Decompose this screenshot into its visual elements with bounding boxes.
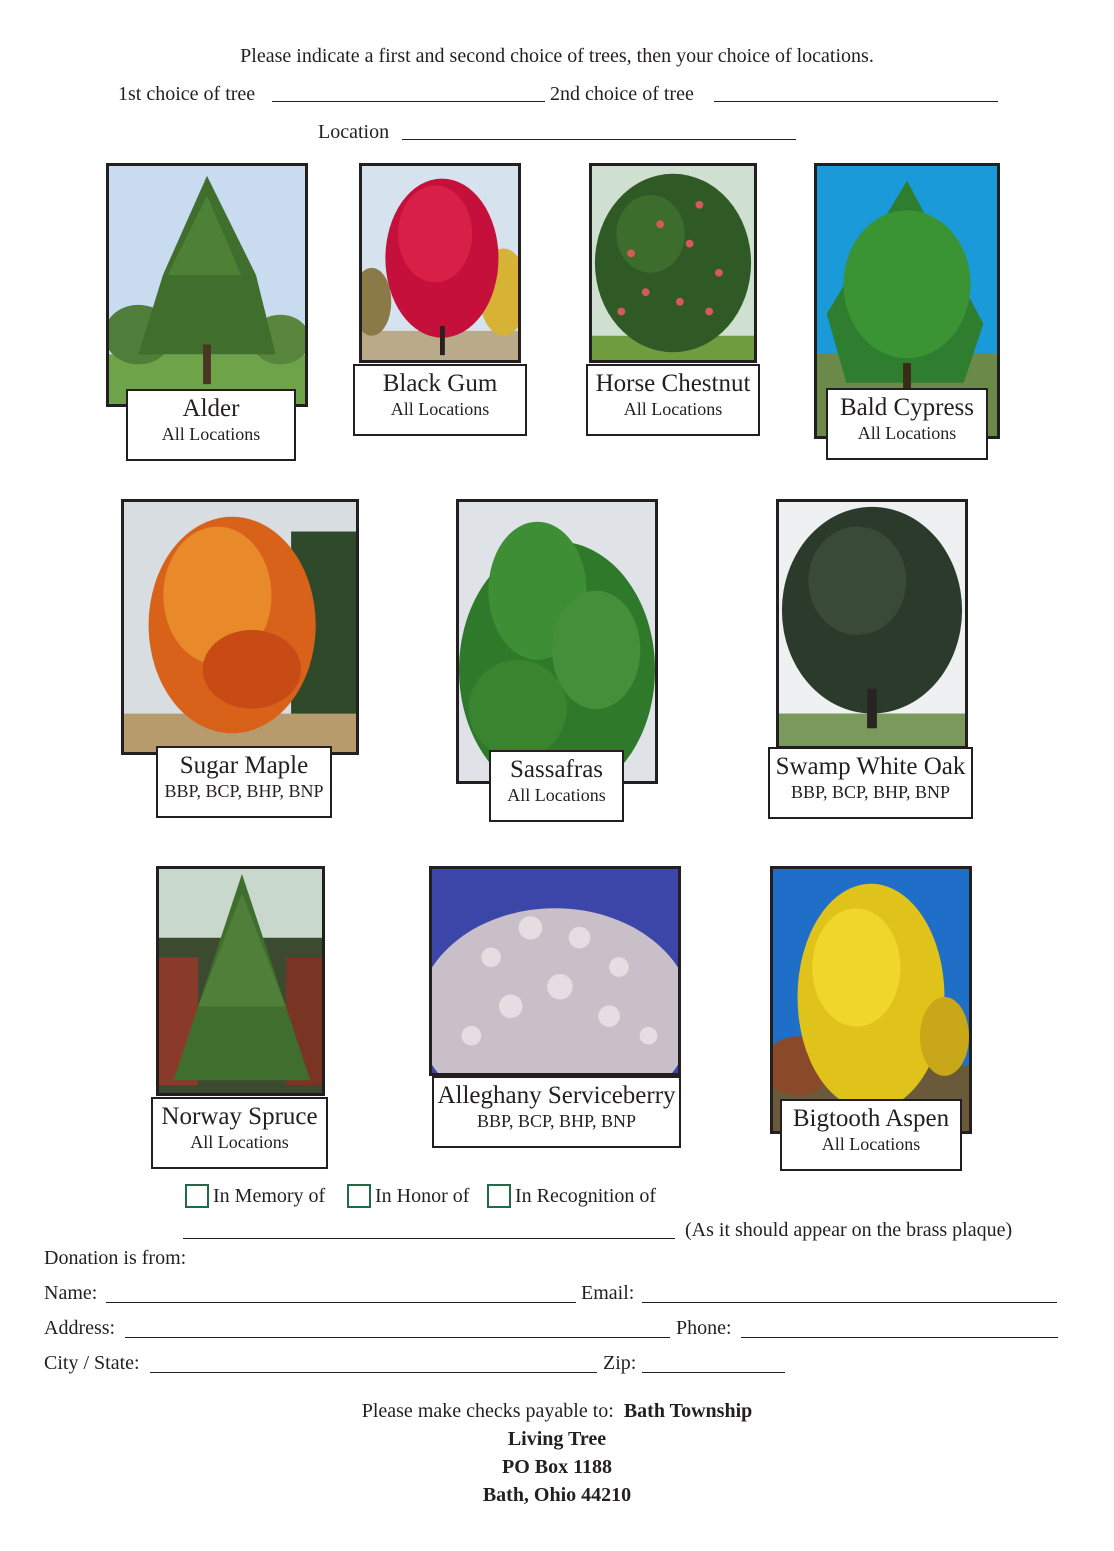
in-memory-checkbox[interactable] (185, 1184, 209, 1208)
tree-locations: All Locations (390, 399, 490, 419)
donation-from-heading: Donation is from: (44, 1247, 187, 1269)
in-recognition-label: In Recognition of (515, 1185, 657, 1207)
tree-name: Bald Cypress (839, 394, 975, 421)
tree-locations: All Locations (821, 1134, 921, 1154)
swamp-white-oak-photo (776, 499, 968, 749)
location-label: Location (318, 121, 390, 143)
payment-line-3: PO Box 1188 (501, 1456, 612, 1478)
second-choice-label: 2nd choice of tree (550, 83, 694, 105)
location-field[interactable] (402, 139, 796, 140)
tree-locations: All Locations (161, 424, 261, 444)
tree-card-norway-spruce (151, 1097, 328, 1169)
tree-name: Alleghany Serviceberry (437, 1082, 676, 1109)
name-label: Name: (44, 1282, 98, 1304)
first-choice-label: 1st choice of tree (118, 83, 256, 105)
tree-card-alleghany-serviceberry (432, 1076, 681, 1148)
tree-locations: All Locations (190, 1132, 289, 1152)
payment-block (0, 1397, 1114, 1509)
tree-locations: All Locations (507, 785, 606, 805)
phone-field[interactable] (741, 1337, 1058, 1338)
sugar-maple-photo (121, 499, 359, 755)
alder-photo (106, 163, 308, 407)
address-field[interactable] (125, 1337, 670, 1338)
in-honor-checkbox[interactable] (347, 1184, 371, 1208)
plaque-note: (As it should appear on the brass plaque) (685, 1219, 1013, 1241)
tree-name: Black Gum (382, 370, 498, 397)
first-choice-field[interactable] (272, 101, 545, 102)
zip-label: Zip: (603, 1352, 637, 1374)
norway-spruce-photo (156, 866, 325, 1096)
email-field[interactable] (642, 1302, 1057, 1303)
payment-intro: Please make checks payable to: (361, 1400, 614, 1422)
payment-intro-line (0, 1397, 1114, 1425)
tree-card-sugar-maple (156, 746, 332, 818)
zip-field[interactable] (642, 1372, 785, 1373)
tree-locations: All Locations (623, 399, 723, 419)
bigtooth-aspen-photo (770, 866, 972, 1134)
horse-chestnut-photo (589, 163, 757, 363)
in-memory-label: In Memory of (213, 1185, 326, 1207)
tree-locations: All Locations (857, 423, 957, 443)
city-state-field[interactable] (150, 1372, 597, 1373)
tree-card-black-gum (353, 364, 527, 436)
email-label: Email: (581, 1282, 635, 1304)
instruction-text: Please indicate a first and second choice of trees, then your choice of locations. (240, 45, 874, 67)
tree-card-alder (126, 389, 296, 461)
tree-name: Norway Spruce (161, 1103, 318, 1130)
tree-name: Bigtooth Aspen (792, 1105, 950, 1132)
tree-name: Horse Chestnut (595, 370, 751, 397)
name-field[interactable] (106, 1302, 576, 1303)
in-honor-label: In Honor of (375, 1185, 470, 1207)
tree-locations: BBP, BCP, BHP, BNP (790, 782, 951, 802)
address-label: Address: (44, 1317, 116, 1339)
tree-name: Sassafras (509, 756, 604, 783)
payment-line-4: Bath, Ohio 44210 (482, 1484, 632, 1506)
tree-card-sassafras (489, 750, 624, 822)
tree-locations: BBP, BCP, BHP, BNP (476, 1111, 637, 1131)
in-recognition-checkbox[interactable] (487, 1184, 511, 1208)
second-choice-field[interactable] (714, 101, 998, 102)
tree-card-swamp-white-oak (768, 747, 973, 819)
payment-payee: Bath Township (623, 1400, 753, 1422)
sassafras-photo (456, 499, 658, 784)
black-gum-photo (359, 163, 521, 363)
tree-locations: BBP, BCP, BHP, BNP (164, 781, 324, 801)
phone-label: Phone: (676, 1317, 732, 1339)
tree-name: Alder (182, 395, 240, 422)
alleghany-serviceberry-photo (429, 866, 681, 1076)
tree-card-bald-cypress (826, 388, 988, 460)
tree-card-bigtooth-aspen (780, 1099, 962, 1171)
payment-line-2: Living Tree (507, 1428, 607, 1450)
tree-name: Sugar Maple (179, 752, 309, 779)
tree-name: Swamp White Oak (775, 753, 966, 780)
city-state-label: City / State: (44, 1352, 140, 1374)
plaque-text-field[interactable] (183, 1238, 675, 1239)
tree-card-horse-chestnut (586, 364, 760, 436)
